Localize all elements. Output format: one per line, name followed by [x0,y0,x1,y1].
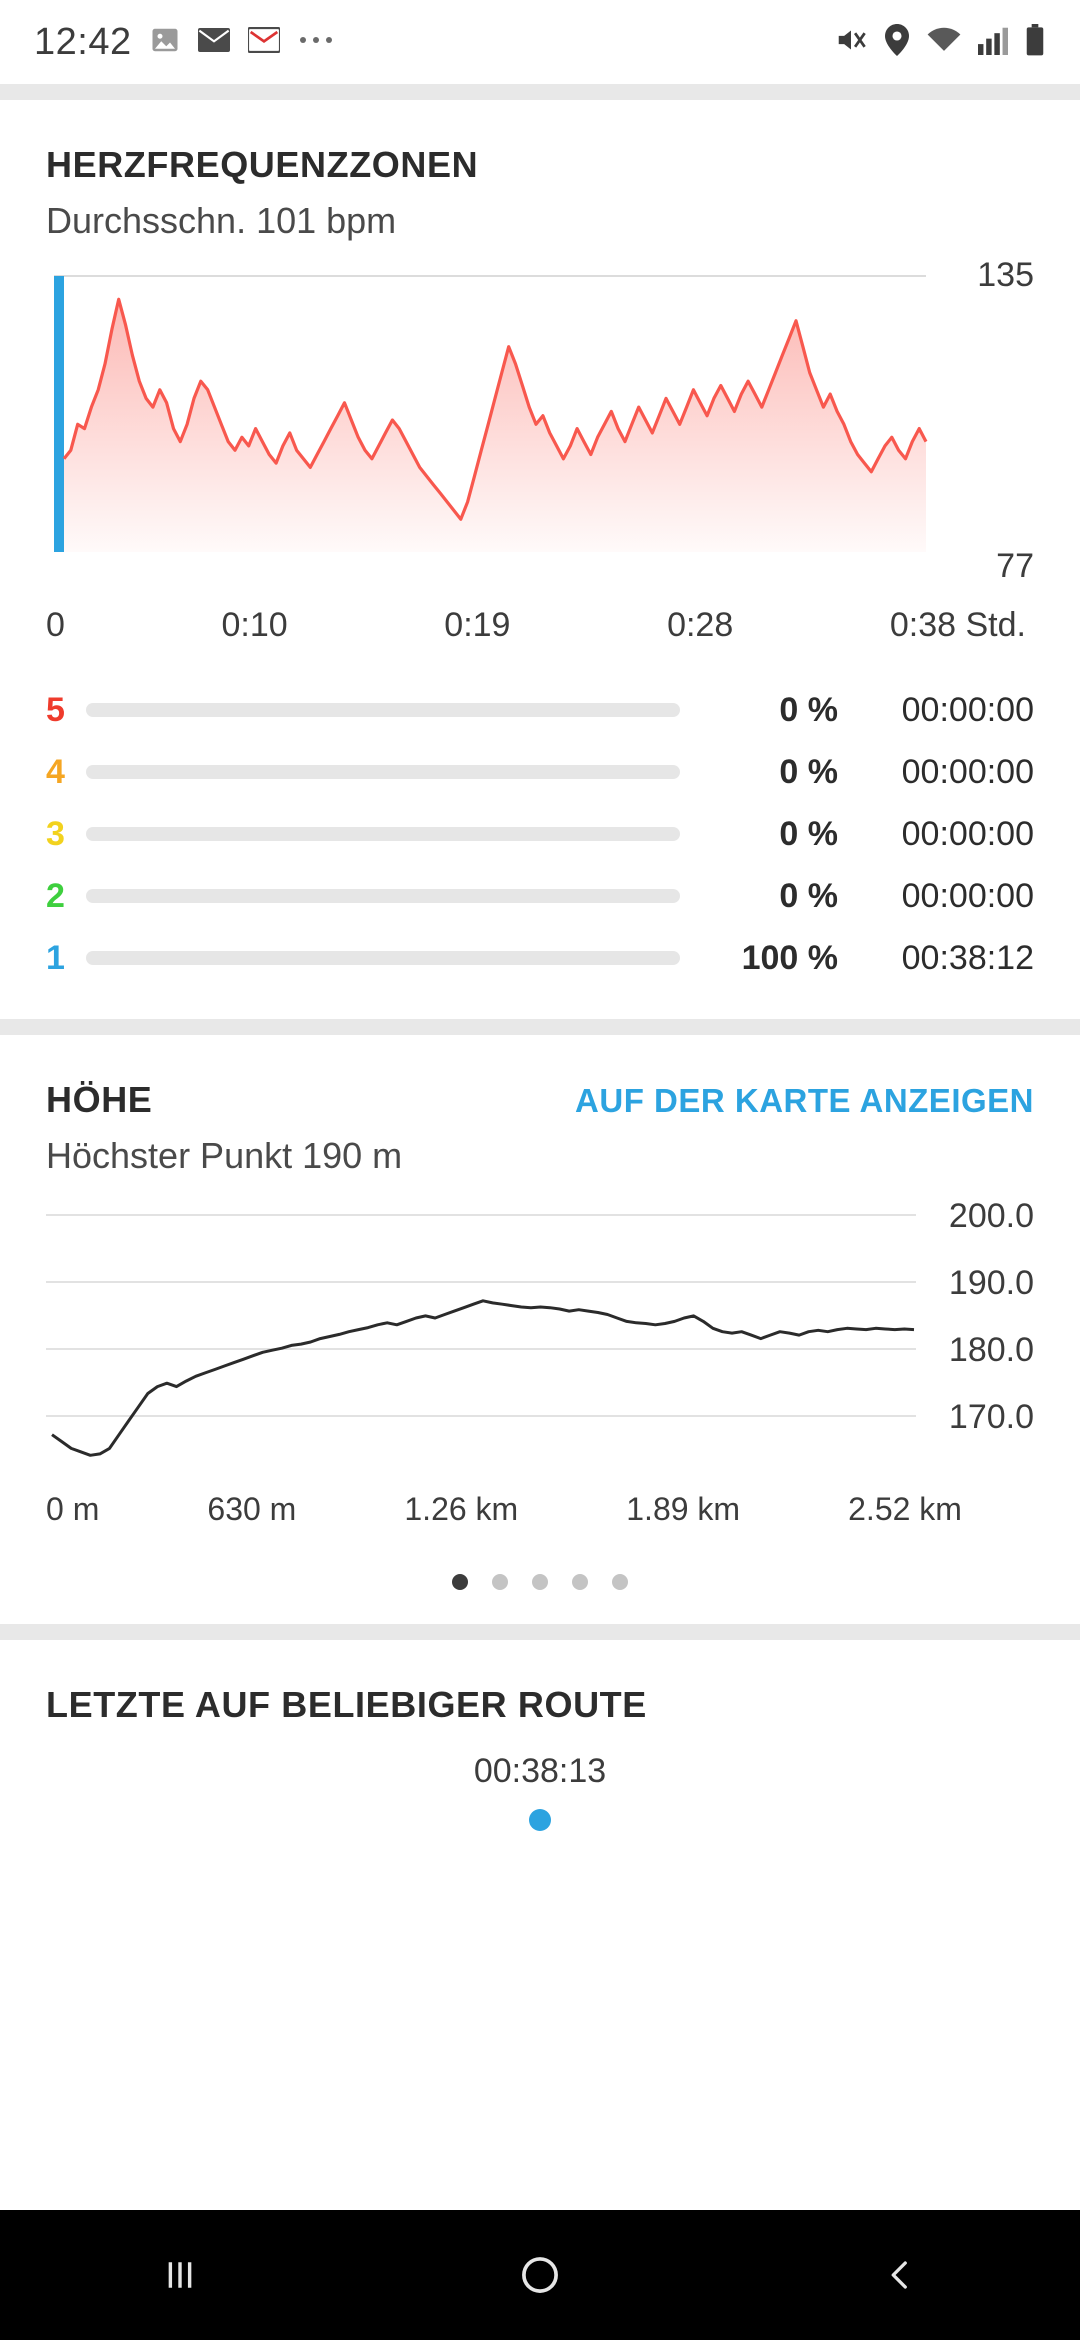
last-route-title: LETZTE AUF BELIEBIGER ROUTE [46,1684,647,1725]
heart-rate-subtitle: Durchsschn. 101 bpm [46,200,397,241]
back-icon [882,2257,918,2293]
home-icon [519,2254,561,2296]
image-icon [150,25,180,60]
zone-row [46,741,1034,803]
last-route-time: 00:38:13 [473,1752,607,1790]
show-on-map-link[interactable]: AUF DER KARTE ANZEIGEN [575,1082,1034,1119]
hr-xtick-1: 0:10 [221,606,288,644]
elevation-card [0,1035,1080,1624]
zone-number: 4 [46,752,65,791]
zone-row [46,679,1034,741]
elev-ytick-1: 190.0 [948,1264,1034,1302]
heart-rate-chart [46,256,1034,585]
battery-icon [1024,24,1046,61]
more-icon [298,33,334,51]
zone-duration: 00:00:00 [901,814,1034,853]
heart-rate-plot [46,270,966,570]
zone-number: 3 [46,814,65,853]
signal-icon [978,25,1008,60]
hr-xtick-0: 0 [46,606,65,644]
zone-percent: 0 % [779,814,838,853]
wifi-icon [926,25,962,60]
zone-percent: 0 % [779,876,838,915]
zone-row [46,803,1034,865]
page-dot[interactable] [452,1574,468,1590]
last-route-marker-wrap [46,1809,1034,1831]
elev-xtick-3: 1.89 km [626,1491,741,1527]
page-dot[interactable] [612,1574,628,1590]
elevation-chart [46,1197,1034,1477]
zone-duration: 00:00:00 [901,752,1034,791]
elevation-title: HÖHE [46,1079,153,1120]
zone-bar [86,827,680,841]
status-bar [0,0,1080,84]
elevation-plot [46,1207,916,1477]
heart-rate-min-label: 77 [996,547,1034,585]
zone-bar [86,889,680,903]
page-dot[interactable] [532,1574,548,1590]
zone-row [46,865,1034,927]
elevation-y-axis [914,1197,1034,1477]
zone-percent: 0 % [779,752,838,791]
zone-percent: 100 % [741,938,838,977]
hr-xtick-4: 0:38 Std. [889,606,1026,644]
location-icon [884,24,910,61]
status-time: 12:42 [34,20,132,63]
back-button[interactable] [800,2257,1000,2293]
zone-duration: 00:00:00 [901,690,1034,729]
last-route-card [0,1640,1080,2210]
section-divider-mid [0,1019,1080,1035]
mail-icon [198,27,230,58]
system-nav-bar [0,2210,1080,2340]
last-route-marker-dot [529,1809,551,1831]
heart-rate-max-label: 135 [977,256,1034,294]
elevation-subtitle: Höchster Punkt 190 m [46,1135,403,1176]
elev-ytick-3: 170.0 [948,1398,1034,1436]
page-indicator[interactable] [46,1528,1034,1624]
recents-icon [163,2258,197,2292]
elev-xtick-4: 2.52 km [848,1491,962,1527]
elev-ytick-0: 200.0 [948,1197,1034,1235]
elev-ytick-2: 180.0 [948,1331,1034,1369]
gmail-icon [248,27,280,58]
hr-xtick-2: 0:19 [444,606,511,644]
zone-number: 2 [46,876,65,915]
elev-xtick-2: 1.26 km [404,1491,519,1527]
heart-rate-zones [46,679,1034,1019]
zone-number: 1 [46,938,65,977]
heart-rate-card [0,100,1080,1019]
elev-xtick-1: 630 m [207,1491,297,1527]
status-bar-right [834,24,1046,61]
home-button[interactable] [440,2254,640,2296]
zone-number: 5 [46,690,65,729]
recents-button[interactable] [80,2258,280,2292]
zone-bar [86,703,680,717]
zone-duration: 00:38:12 [901,938,1034,977]
zone-percent: 0 % [779,690,838,729]
page-dot[interactable] [572,1574,588,1590]
section-divider-top [0,84,1080,100]
section-divider-bottom [0,1624,1080,1640]
hr-xtick-3: 0:28 [667,606,734,644]
elevation-header [46,1035,1034,1121]
elev-xtick-0: 0 m [46,1491,100,1527]
elevation-x-axis [46,1491,1034,1528]
mute-icon [834,25,868,60]
page-dot[interactable] [492,1574,508,1590]
zone-row [46,927,1034,989]
status-bar-left [34,21,334,64]
zone-bar [86,765,680,779]
zone-duration: 00:00:00 [901,876,1034,915]
zone-bar [86,951,680,965]
heart-rate-x-axis [46,606,1034,645]
heart-rate-title: HERZFREQUENZZONEN [46,144,479,185]
